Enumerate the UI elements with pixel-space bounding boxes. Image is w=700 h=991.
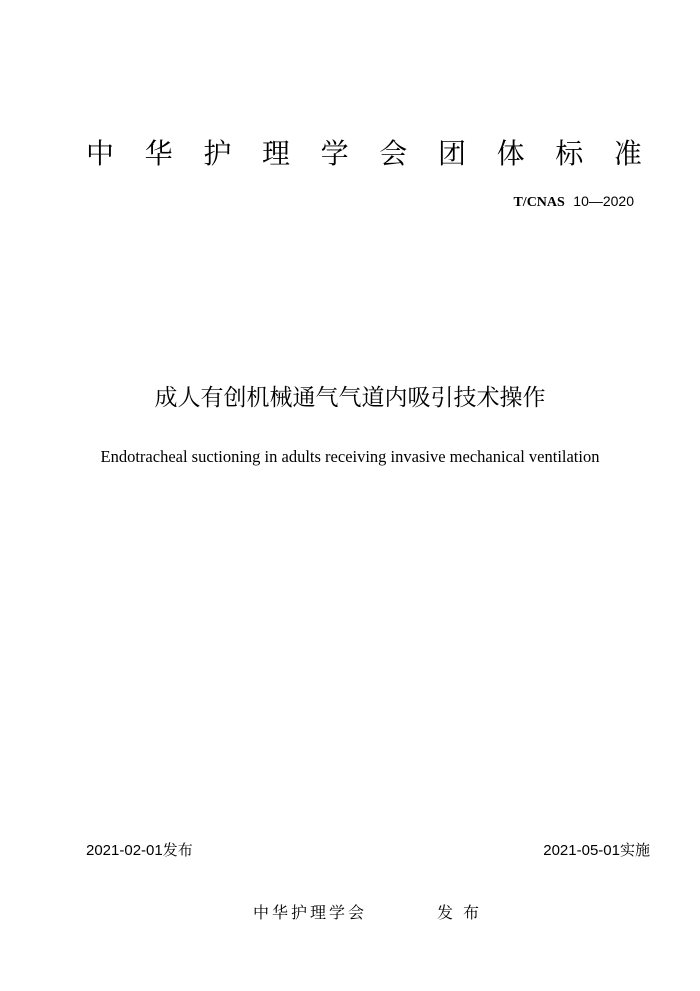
publisher-name: 中华护理学会 <box>253 903 368 922</box>
standard-number-value: 10—2020 <box>573 193 634 209</box>
implementation-date-value: 2021-05-01 <box>543 842 620 859</box>
header-char: 体 <box>496 137 525 170</box>
document-title-english: Endotracheal suctioning in adults receiving invasive mechanical ventilation <box>100 447 600 466</box>
header-char: 护 <box>203 137 232 170</box>
header-char: 理 <box>261 137 290 170</box>
implementation-date-label: 实施 <box>619 841 650 859</box>
document-title-chinese: 成人有创机械通气气道内吸引技术操作 <box>154 385 546 411</box>
header-char: 准 <box>613 137 642 170</box>
standard-category-title <box>86 136 642 172</box>
issue-date <box>86 840 193 861</box>
standard-number <box>513 192 634 212</box>
issue-date-value: 2021-02-01 <box>86 842 163 859</box>
issue-date-label: 发布 <box>162 841 193 859</box>
implementation-date <box>543 840 650 861</box>
header-char: 华 <box>144 137 173 170</box>
standard-code: T/CNAS <box>513 195 565 210</box>
header-char: 标 <box>555 137 584 170</box>
header-char: 会 <box>379 137 408 170</box>
publish-label: 发布 <box>437 903 490 922</box>
header-char: 学 <box>320 137 349 170</box>
header-char: 中 <box>86 137 115 170</box>
header-char: 团 <box>437 137 466 170</box>
